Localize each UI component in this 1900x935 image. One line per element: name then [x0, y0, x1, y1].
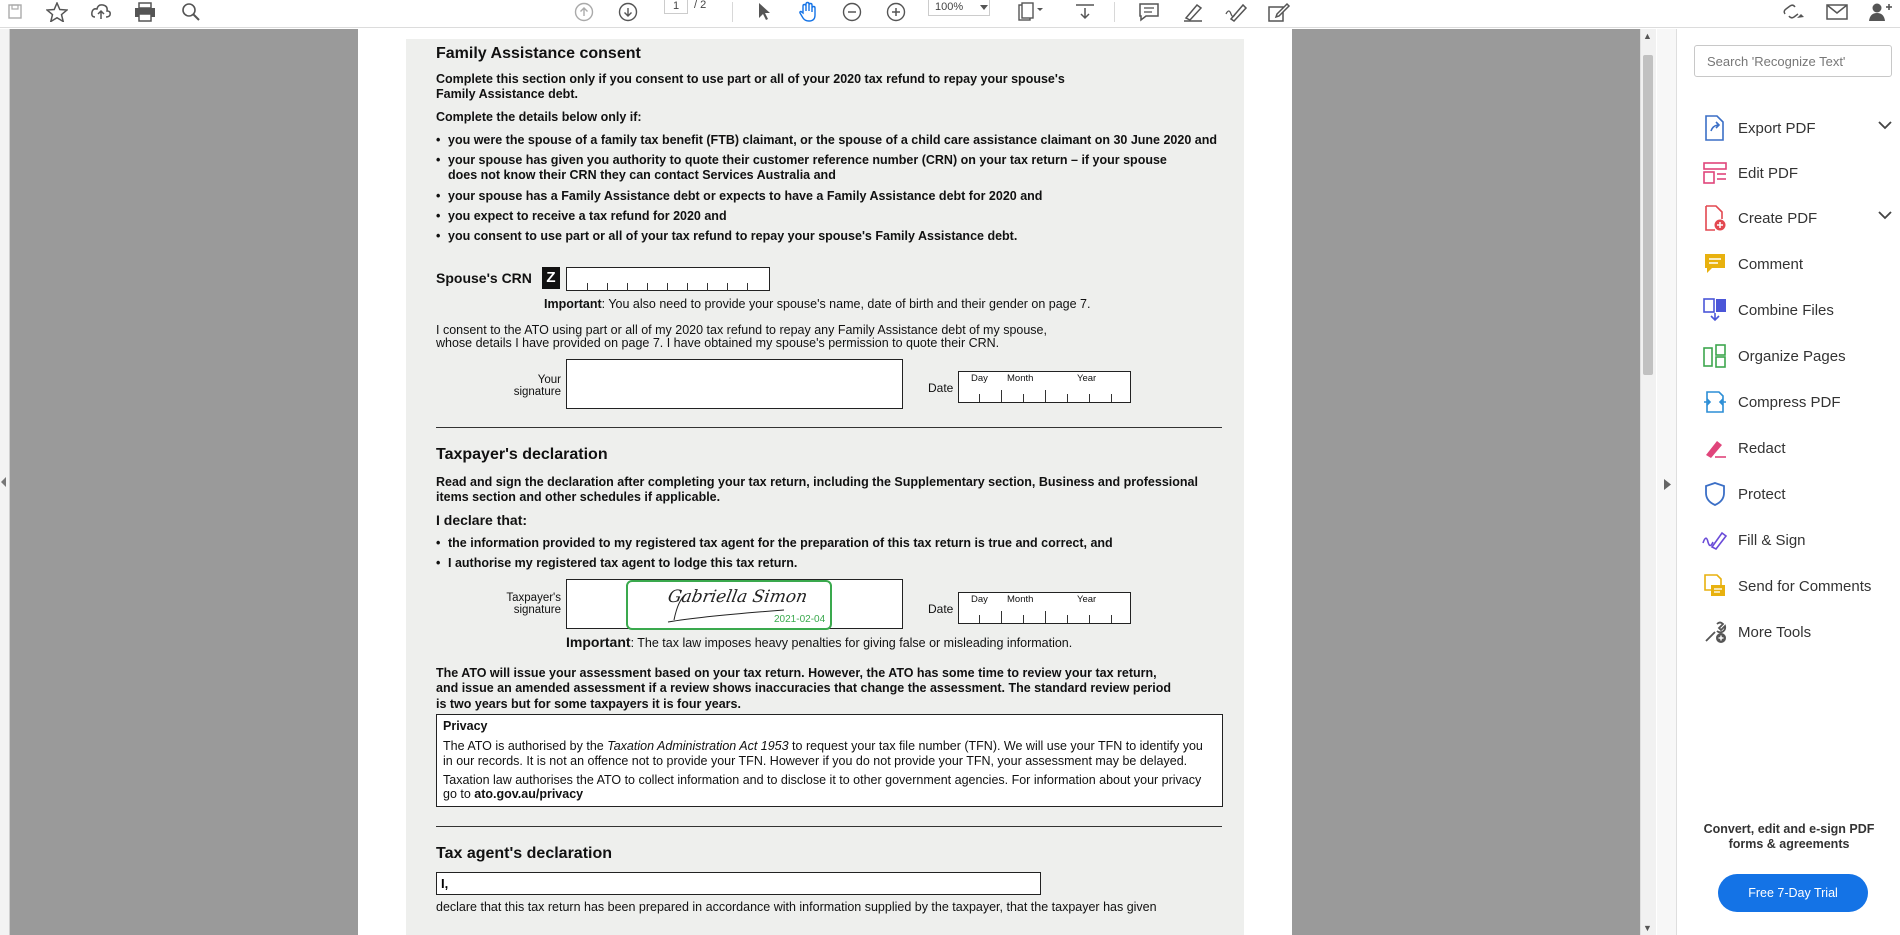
date-label: Date — [928, 602, 954, 616]
section-divider — [436, 826, 1222, 827]
promo-text: Convert, edit and e-sign PDF forms & agreements — [1703, 822, 1875, 851]
fa-intro-line-2: Family Assistance debt. — [436, 87, 578, 101]
tool-label: Edit PDF — [1738, 164, 1799, 182]
find-icon[interactable] — [178, 0, 204, 24]
scroll-mode-icon[interactable] — [1072, 0, 1098, 24]
save-icon[interactable] — [4, 0, 26, 24]
fa-complete-below: Complete the details below only if: — [436, 110, 642, 124]
tool-compress-pdf[interactable] — [1702, 387, 1892, 417]
td-bullet: • the information provided to my registered tax agent for the preparation of this tax return is true and correct, and — [448, 536, 1113, 551]
day-label: Day — [971, 373, 988, 384]
agent-name-input[interactable] — [436, 872, 1041, 895]
day-label: Day — [971, 594, 988, 605]
document-viewer[interactable] — [0, 29, 1642, 935]
hand-tool-icon[interactable] — [795, 0, 821, 24]
more-tools-icon — [1702, 619, 1728, 645]
td-read-line-2: items section and other schedules if applicable. — [436, 490, 721, 504]
month-label: Month — [1007, 594, 1034, 605]
zoom-dropdown-icon[interactable] — [978, 0, 990, 20]
td-important-text: : The tax law imposes heavy penalties for giving false or misleading information. — [630, 636, 1073, 650]
select-cursor-icon[interactable] — [752, 0, 776, 24]
edit-pdf-icon — [1702, 160, 1728, 186]
sign-icon[interactable] — [1224, 0, 1250, 24]
share-link-icon[interactable] — [1780, 0, 1808, 24]
spouse-crn-input[interactable] — [566, 267, 770, 291]
tool-edit-pdf[interactable] — [1702, 158, 1892, 188]
date-label: Date — [928, 381, 954, 395]
tool-organize-pages[interactable] — [1702, 341, 1892, 371]
tool-label: Organize Pages — [1738, 347, 1846, 365]
td-important-note — [566, 635, 1072, 651]
chevron-down-icon[interactable] — [1878, 211, 1892, 220]
i-declare-label: I declare that: — [436, 512, 528, 528]
privacy-link[interactable]: ato.gov.au/privacy — [474, 787, 584, 801]
family-assistance-title: Family Assistance consent — [436, 45, 641, 62]
consent-line-2: whose details I have provided on page 7. I have obtained my spouse's permission to quote their CRN. — [436, 336, 1000, 350]
date-field[interactable] — [958, 371, 1131, 403]
fa-bullet-continuation: does not know their CRN they can contact Services Australia and — [448, 168, 836, 182]
add-user-icon[interactable] — [1866, 0, 1894, 24]
page-total: / 2 — [694, 0, 707, 11]
tax-agents-declaration-title: Tax agent's declaration — [436, 845, 613, 862]
highlight-pen-icon[interactable] — [1180, 0, 1206, 24]
zoom-in-icon[interactable] — [884, 0, 908, 24]
declaration-date-field[interactable] — [958, 592, 1131, 624]
privacy-line-3: Taxation law authorises the ATO to collect information and to disclose it to other government agencies. For information about your privacy — [443, 773, 1202, 787]
combine-files-icon — [1702, 297, 1728, 323]
toolbar-divider — [732, 2, 733, 22]
tool-fill-sign[interactable] — [1702, 525, 1892, 555]
agent-i-label: I, — [441, 876, 449, 891]
create-pdf-icon — [1702, 205, 1728, 231]
star-icon[interactable] — [44, 0, 70, 24]
scroll-down-icon[interactable]: ▼ — [1643, 923, 1652, 933]
print-icon[interactable] — [132, 0, 158, 24]
left-pane-collapsed[interactable] — [0, 29, 10, 935]
fa-bullet: • you consent to use part or all of your tax refund to repay your spouse's Family Assistance debt. — [448, 229, 1017, 244]
comment-icon — [1702, 251, 1728, 277]
ato-line-2: and issue an amended assessment if a review shows inaccuracies that change the assessment. The standard review period — [436, 681, 1172, 695]
tool-export-pdf[interactable] — [1702, 113, 1892, 143]
tools-pane — [1678, 29, 1900, 935]
tool-combine-files[interactable] — [1702, 295, 1892, 325]
comment-icon[interactable] — [1136, 0, 1162, 24]
ato-line-1: The ATO will issue your assessment based on your tax return. However, the ATO has some time to review your tax return, — [436, 666, 1157, 680]
zoom-value: 100% — [935, 1, 964, 13]
tool-label: Redact — [1738, 439, 1786, 457]
tool-label: Compress PDF — [1738, 393, 1841, 411]
tool-label: Fill & Sign — [1738, 531, 1806, 549]
zoom-out-icon[interactable] — [840, 0, 864, 24]
free-trial-button[interactable]: Free 7-Day Trial — [1718, 874, 1868, 912]
tool-label: More Tools — [1738, 623, 1812, 641]
crn-important-note — [544, 297, 1090, 312]
privacy-line-1: The ATO is authorised by the Taxation Administration Act 1953 to request your tax file number (TFN). We will use your TFN to identify you — [443, 739, 1203, 753]
section-divider — [436, 427, 1222, 428]
ato-line-3: is two years but for some taxpayers it is four years. — [436, 697, 741, 711]
applied-signature[interactable] — [626, 580, 832, 630]
fa-bullet: • you were the spouse of a family tax benefit (FTB) claimant, or the spouse of a child care assistance claimant on 30 June 2020 and — [448, 133, 1217, 148]
tool-more-tools[interactable] — [1702, 617, 1892, 647]
fa-bullet: • your spouse has given you authority to quote their customer reference number (CRN) on your tax return – if your spouse — [448, 153, 1167, 168]
crn-important-text: : You also need to provide your spouse's name, date of birth and their gender on page 7. — [601, 297, 1091, 311]
tool-label: Send for Comments — [1738, 577, 1872, 595]
chevron-down-icon[interactable] — [1878, 121, 1892, 130]
edit-icon[interactable] — [1266, 0, 1292, 24]
tool-label: Protect — [1738, 485, 1786, 503]
organize-pages-icon — [1702, 343, 1728, 369]
important-label: Important — [544, 297, 602, 311]
tool-label: Combine Files — [1738, 301, 1834, 319]
toolbar-divider — [1114, 2, 1115, 22]
tool-redact[interactable] — [1702, 433, 1892, 463]
upload-cloud-icon[interactable] — [88, 0, 114, 24]
page-display-icon[interactable] — [1016, 0, 1046, 24]
crn-prefix-box: Z — [542, 267, 560, 289]
signature-date: 2021-02-04 — [774, 614, 826, 625]
tools-search-input[interactable]: Search 'Recognize Text' — [1694, 45, 1892, 77]
tool-protect[interactable] — [1702, 479, 1892, 509]
year-label: Year — [1077, 594, 1097, 605]
td-read-line-1: Read and sign the declaration after completing your tax return, including the Supplementary section, Business and professional — [436, 475, 1198, 489]
tool-comment[interactable] — [1702, 249, 1892, 279]
fa-bullet: • you expect to receive a tax refund for 2020 and — [448, 209, 727, 224]
previous-page-icon[interactable] — [572, 0, 596, 24]
send-for-comments-icon — [1702, 573, 1728, 599]
agent-declaration-text: declare that this tax return has been prepared in accordance with information supplied by the taxpayer, that the taxpayer has given — [436, 900, 1157, 914]
your-signature-field[interactable] — [566, 359, 903, 409]
scrollbar-thumb[interactable] — [1643, 55, 1653, 375]
form-panel — [406, 39, 1244, 935]
next-page-icon[interactable] — [616, 0, 640, 24]
consent-line-1: I consent to the ATO using part or all of my 2020 tax refund to repay any Family Assistance debt of my spouse, — [436, 323, 1047, 337]
pdf-page — [358, 29, 1292, 935]
taxpayer-signature-label: Taxpayer's signature — [506, 592, 561, 616]
export-pdf-icon — [1702, 115, 1728, 141]
toolbar — [0, 0, 1900, 28]
fa-bullet: • your spouse has a Family Assistance debt or expects to have a Family Assistance debt for 2020 and — [448, 189, 1042, 204]
important-label: Important — [566, 634, 631, 650]
year-label: Year — [1077, 373, 1097, 384]
your-signature-label: Your signature — [513, 374, 561, 398]
email-icon[interactable] — [1824, 0, 1850, 24]
fill-sign-icon — [1702, 527, 1728, 553]
month-label: Month — [1007, 373, 1034, 384]
privacy-line-2: in our records. It is not an offence not to provide your TFN. However if you do not provide your TFN, your assessment may be delayed. — [443, 754, 1188, 768]
tools-pane-toggle-strip[interactable] — [1657, 29, 1677, 935]
privacy-line-4: go to ato.gov.au/privacy — [443, 787, 584, 801]
tool-label: Comment — [1738, 255, 1804, 273]
spouse-crn-label: Spouse's CRN — [436, 270, 532, 286]
signature-text: Gabriella Simon — [666, 587, 809, 607]
left-pane-toggle-icon[interactable] — [1, 477, 7, 487]
tool-label: Create PDF — [1738, 209, 1818, 227]
fa-intro-line-1: Complete this section only if you consent to use part or all of your 2020 tax refund to repay your spouse's — [436, 72, 1065, 86]
collapse-right-icon[interactable] — [1664, 479, 1671, 490]
protect-icon — [1702, 481, 1728, 507]
privacy-box — [436, 714, 1223, 807]
taxpayers-declaration-title: Taxpayer's declaration — [436, 446, 608, 463]
redact-icon — [1702, 435, 1728, 461]
tool-label: Export PDF — [1738, 119, 1816, 137]
td-bullet: • I authorise my registered tax agent to lodge this tax return. — [448, 556, 797, 571]
compress-pdf-icon — [1702, 389, 1728, 415]
tool-create-pdf[interactable] — [1702, 203, 1892, 233]
scroll-up-icon[interactable]: ▲ — [1643, 31, 1652, 41]
tool-send-for-comments[interactable] — [1702, 571, 1892, 601]
page-number-input[interactable]: 1 — [664, 0, 688, 14]
privacy-title: Privacy — [443, 719, 488, 733]
